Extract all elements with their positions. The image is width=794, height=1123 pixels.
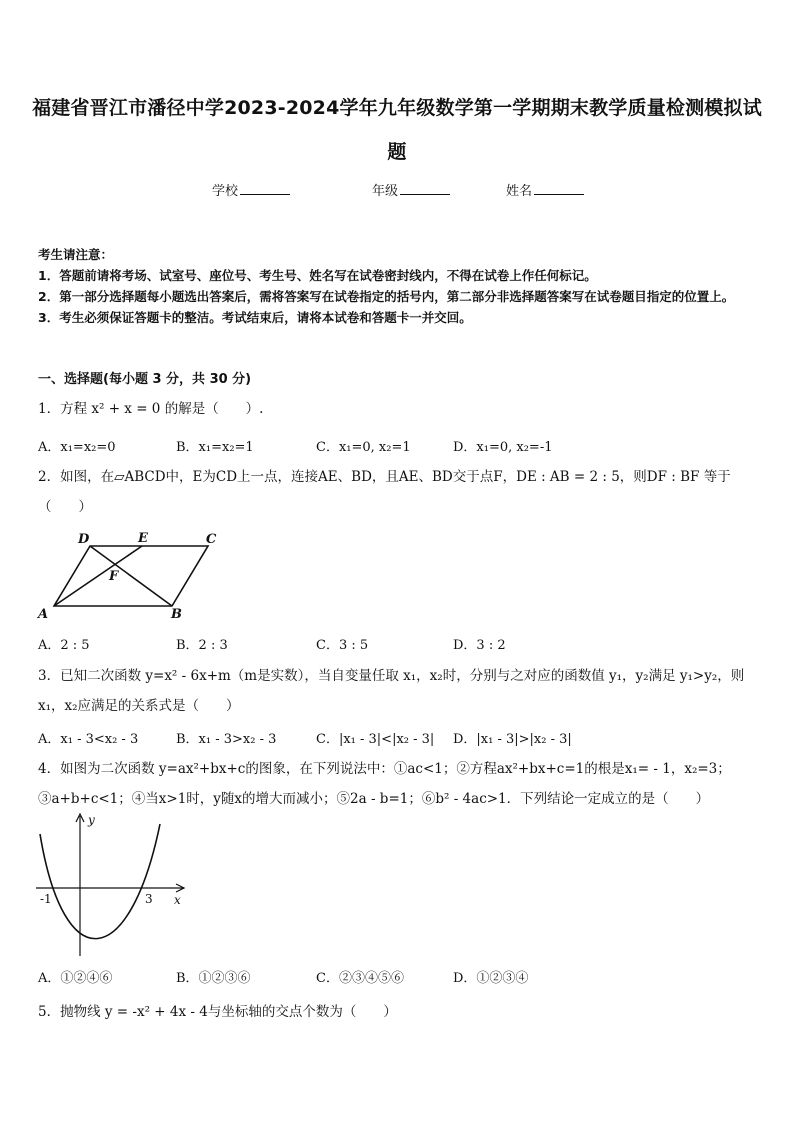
segment-ae: [54, 546, 142, 606]
label-a: A: [38, 607, 49, 622]
parallelogram-figure: [36, 530, 226, 622]
notice-heading: 考生请注意：: [38, 247, 114, 262]
option-a: A．x₁ - 3<x₂ - 3: [38, 732, 139, 747]
section-heading: 一、选择题(每小题 3 分，共 30 分): [38, 372, 252, 387]
grade-field: [372, 180, 450, 199]
question-text: 5．抛物线 y = -x² + 4x - 4与坐标轴的交点个数为（ ）: [38, 1004, 397, 1020]
option-a: A．2 : 5: [38, 638, 90, 653]
option-b: B．x₁ - 3>x₂ - 3: [176, 732, 277, 747]
notice-block: [38, 244, 762, 328]
notice-item: 3．考生必须保证答题卡的整洁。考试结束后，请将本试卷和答题卡一并交回。: [38, 310, 472, 325]
option-b: B．x₁=x₂=1: [176, 440, 254, 455]
root-label-3: 3: [145, 892, 153, 906]
option-d: D．|x₁ - 3|>|x₂ - 3|: [453, 732, 572, 747]
label-f: F: [109, 569, 119, 584]
options-row: [38, 728, 762, 750]
name-field: [506, 180, 584, 199]
question-text: 3．已知二次函数 y=x² - 6x+m（m是实数），当自变量任取 x₁，x₂时，分别与之对应的函数值 y₁，y₂满足 y₁>y₂，则 x₁，x₂应满足的关系式是（ ）: [38, 668, 745, 714]
option-d: D．3 : 2: [453, 638, 506, 653]
options-row: [38, 967, 762, 989]
option-a: A．①②④⑥: [38, 971, 113, 986]
parabola-curve: [40, 824, 160, 939]
label-c: C: [206, 532, 217, 547]
option-b: B．①②③⑥: [176, 971, 251, 986]
name-blank: [534, 182, 584, 195]
name-label: 姓名: [506, 184, 533, 199]
option-c: C．②③④⑤⑥: [316, 971, 404, 986]
option-c: C．|x₁ - 3|<|x₂ - 3|: [316, 732, 435, 747]
school-field: [212, 180, 290, 199]
option-c: C．x₁=0, x₂=1: [316, 440, 411, 455]
root-label-neg1: -1: [40, 892, 52, 906]
option-a: A．x₁=x₂=0: [38, 440, 116, 455]
options-row: [38, 436, 762, 458]
grade-label: 年级: [372, 184, 399, 199]
option-b: B．2 : 3: [176, 638, 228, 653]
school-blank: [240, 182, 290, 195]
page-title: 福建省晋江市潘径中学2023-2024学年九年级数学第一学期期末教学质量检测模拟试题: [32, 97, 762, 163]
y-axis-label: y: [88, 813, 95, 827]
question-text: 4．如图为二次函数 y=ax²+bx+c的图象，在下列说法中：①ac<1；②方程ax²+bx+c=1的根是x₁= - 1，x₂=3；③a+b+c<1；④当x>1时，y随x的增大而减小；⑤2a - b=1；⑥b² - 4ac>1．下列结论一定成立的是（ ）: [38, 761, 731, 807]
option-c: C．3 : 5: [316, 638, 369, 653]
option-d: D．①②③④: [453, 971, 529, 986]
notice-item: 1．答题前请将考场、试室号、座位号、考生号、姓名写在试卷密封线内，不得在试卷上作任何标记。: [38, 268, 597, 283]
options-row: [38, 634, 762, 656]
label-d: D: [78, 532, 90, 547]
notice-item: 2．第一部分选择题每小题选出答案后，需将答案写在试卷指定的括号内，第二部分非选择题答案写在试卷题目指定的位置上。: [38, 289, 735, 304]
label-e: E: [138, 531, 148, 546]
x-axis-label: x: [174, 893, 181, 907]
school-label: 学校: [212, 184, 239, 199]
segment-bd: [90, 546, 172, 606]
question-text: 1．方程 x² + x = 0 的解是（ ）.: [38, 401, 264, 417]
question-text: 2．如图，在▱ABCD中，E为CD上一点，连接AE、BD，且AE、BD交于点F，DE : AB = 2 : 5，则DF : BF 等于（ ）: [38, 469, 731, 515]
parabola-graph: [34, 810, 194, 958]
option-d: D．x₁=0, x₂=-1: [453, 440, 553, 455]
grade-blank: [400, 182, 450, 195]
label-b: B: [171, 607, 182, 622]
